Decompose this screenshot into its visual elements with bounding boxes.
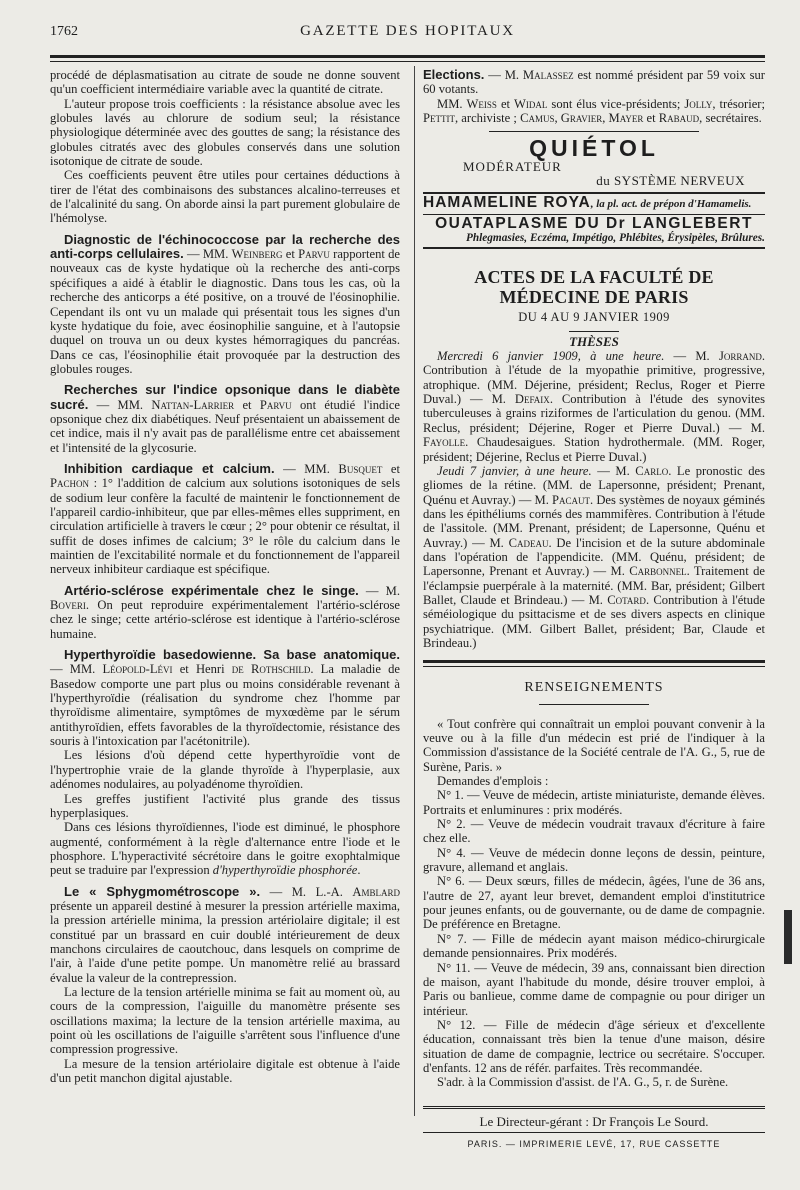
theses-heading: THÈSES	[569, 333, 619, 349]
ad-quietol-subtitle: MODÉRATEUR du SYSTÈME NERVEUX	[463, 159, 745, 189]
renseignement-paragraph: S'adr. à la Commission d'assist. de l'A. G., 5, r. de Surène.	[437, 1075, 729, 1090]
renseignement-paragraph: N° 1. — Veuve de médecin, artiste miniaturiste, demande élèves. Portraits et enluminures : prix modérés.	[423, 788, 765, 817]
ad-quietol: QUIÉTOL	[489, 131, 699, 160]
section-dates: DU 4 AU 9 JANVIER 1909	[518, 310, 670, 325]
footer-rule	[423, 1106, 765, 1111]
short-rule	[539, 704, 649, 705]
author-name: Malassez	[522, 68, 574, 82]
right-column	[423, 68, 765, 1151]
article-opsonique: Recherches sur l'indice opsonique dans le diabète sucré. — MM. Nattan-Larrier et Parvu ont étudié l'indice opsonique chez dix diabétiques. Neuf présentaient un abaissement de cet indice, mais il n'y avait pas de parallélisme entre cet abaissement et l'intensité de la glycosurie.	[50, 382, 401, 455]
column-divider	[414, 66, 415, 1116]
ad-hamameline: HAMAMELINE ROYA, la pl. act. de prépon d'Hamamelis.	[423, 192, 765, 214]
advertisement-block	[423, 131, 765, 249]
left-column	[50, 68, 400, 1085]
printer-line: PARIS. — IMPRIMERIE LEVÉ, 17, RUE CASSETTE	[467, 1138, 721, 1149]
renseignement-paragraph: « Tout confrère qui connaîtrait un emploi pouvant convenir à la veuve ou à la fille d'un médecin est prié de l'indiquer à la Commission d'assistance de la Société centrale de l'A. G., 5, rue de Surène, Paris. »	[423, 716, 765, 774]
section-title-actes: ACTES DE LA FACULTÉ DE MÉDECINE DE PARIS	[474, 267, 714, 308]
renseignement-paragraph: N° 6. — Deux sœurs, filles de médecin, âgées, l'une de 36 ans, l'autre de 27, ayant leur brevet, demandent emploi d'institutrice pour jeunes enfants, ou de gouvernante, ou de dame de compagnie. De préférence en Bretagne.	[423, 874, 765, 932]
paragraph: procédé de déplasmatisation au citrate de soude ne donne souvent qu'un coefficient intermédiaire variable avec la quantité de citrate.	[50, 68, 400, 97]
renseignement-paragraph: Demandes d'emplois :	[437, 774, 549, 789]
page-header	[50, 20, 765, 42]
elections-paragraph: Elections. — M. Malassez est nommé président par 59 voix sur 60 votants.	[423, 67, 765, 97]
article-title: Le « Sphygmométroscope ».	[64, 883, 261, 899]
author-name: Weinberg	[231, 247, 283, 262]
director-line: Le Directeur-gérant : Dr François Le Sourd.	[423, 1115, 765, 1133]
author-name: Busquet	[338, 461, 383, 476]
margin-mark	[784, 910, 792, 964]
ad-ouataplasme: OUATAPLASME DU Dr LANGLEBERT	[435, 214, 753, 232]
section-rule	[423, 660, 765, 667]
paragraph: La lecture de la tension artérielle minima se fait au moment où, au cours de la compression, l'aiguille du manomètre présente ses oscillations maxima; la lecture de la tension artérielle maxima, au point où les oscillations de l'aiguille s'arrêtent sous l'influence d'une compression progressive.	[50, 984, 400, 1057]
article-title: Hyperthyroïdie basedowienne. Sa base anatomique.	[64, 647, 400, 663]
section-title-renseignements: RENSEIGNEMENTS	[524, 680, 664, 696]
article-title: Elections.	[423, 67, 485, 82]
article-title: Inhibition cardiaque et calcium.	[64, 460, 275, 476]
article-title: Artério-sclérose expérimentale chez le singe.	[64, 582, 359, 598]
short-rule	[569, 331, 619, 332]
author-name: Amblard	[352, 884, 401, 899]
article-sphygmometroscope: Le « Sphygmométroscope ». — M. L.-A. Amblard présente un appareil destiné à mesurer la pression artérielle maxima, la pression artérielle minima, la pression artériolaire digitale; il est constitué par un brassard en cuir doublé intérieurement de deux manchons circulaires de caoutchouc, dans lesquels on comprime de l'air, à l'aide d'une petite pompe. Un manomètre relié au brassard évalue la valeur de la contrepression.	[50, 883, 401, 985]
author-name: Boveri	[50, 598, 86, 613]
theses-wednesday: Mercredi 6 janvier 1909, à une heure. — M. Jorrand. Contribution à l'étude de la myopathie primitive, progressive, atrophique. (MM. Déjerine, président; Reclus, Roger et Pierre Duval.) — M. Defaix. Contribution à l'étude des synovites tuberculeuses à grains riziformes de l'articulation du genou. (MM. Reclus, président; Déjerine, Roger et Pierre Duval.) — M. Fayolle. Chaudesaigues. Station hydrothermale. (MM. Roger, président; Déjerine, Reclus et Pierre Duval.)	[423, 349, 765, 464]
renseignement-paragraph: N° 7. — Fille de médecin ayant maison médico-chirurgicale demande pensionnaires. Prix modérés.	[423, 931, 765, 961]
paragraph: Ces coefficients peuvent être utiles pour certaines déductions à tirer de l'état des combinaisons des substances alcalino-terreuses et de l'alcalinité du sang. On aborde ainsi la part purement globulaire de l'hémolyse.	[50, 168, 400, 226]
renseignement-paragraph: N° 12. — Fille de médecin d'âge sérieux et d'excellente éducation, connaissant très bien la tenue d'une maison, désire situation de dame de compagnie, lectrice ou secrétaire. S'occuper. d'enfants. 12 ans de référ. parfaites. Très recommandée.	[423, 1017, 765, 1075]
journal-title: GAZETTE DES HOPITAUX	[300, 23, 515, 39]
paragraph: L'auteur propose trois coefficients : la résistance absolue avec les globules lavés au chlorure de sodium seul; la résistance physiologique déterminée avec des gouttes de sang; la résistance des globules citratés avec des globules conservés dans une solution isotonique de citrate de soude.	[50, 96, 400, 169]
header-rule-thin	[50, 61, 765, 62]
article-diagnostic: Diagnostic de l'échinococcose par la recherche des anti-corps cellulaires. — MM. Weinberg et Parvu rapportent de nouveaux cas de kyste hydatique où la recherche des anti-corps spécifiques a aidé à établir le diagnostic. Dans tous les cas, où la recherche des anticorps a été positive, on a trouvé de l'éosinophilie. Cependant ils ont vu un malade qui présentait tous les signes d'un kyste hydatique du foie, avec éosinophilie sanguine, et à l'autopsie duquel on trouva un ou deux kystes hémorragiques du pancréas. Dans ce cas, l'éosinophilie était provoquée par la destruction des globules rouges.	[50, 231, 401, 376]
article-title: Diagnostic de l'échinococcose par la recherche des anti-corps cellulaires.	[50, 231, 400, 262]
page-number: 1762	[50, 24, 78, 39]
theses-thursday: Jeudi 7 janvier, à une heure. — M. Carlo. Le pronostic des gliomes de la rétine. (MM. de Lapersonne, président; Prenant, Quénu et Auvray.) — M. Pacaut. Des systèmes de noyaux géminés dans les épithéliums cornés des mammifères. Contribution à l'étude de l'assitole. (MM. Prenant, président; de Lapersonne, Quénu et Auvray.) — M. Cadeau. De l'incision et de la suture abdominale dans l'opération de l'appendicite. (MM. Quénu, président; de Lapersonne, Prenant et Auvray.) — M. Carbonnel. Traitement de l'éclampsie puerpérale à la maternité. (MM. Bar, président; Gilbert Ballet, Claude et Brindeau.) — M. Cotard. Contribution à l'étude séméiologique du psittacisme et de ses divers aspects en clinique psychiatrique. (MM. Gilbert Ballet, président; Bar, Claude et Brindeau.)	[423, 463, 765, 650]
author-name: de Rothschild	[231, 662, 311, 677]
emphasis: d'hyperthyroïdie phosphorée	[212, 863, 358, 878]
header-rule	[50, 55, 765, 58]
paragraph: Les greffes justifient l'activité plus grande des tissus hyperplasiques.	[50, 791, 400, 820]
paragraph: Dans ces lésions thyroïdiennes, l'iode est diminué, le phosphore augmenté, conformément à la règle d'alternance entre l'iode et le phosphore. L'hyperactivité sécrétoire dans le goitre exophtalmique peut se traduire par l'expression d'hyperthyroïdie phosphorée.	[50, 820, 400, 878]
elections-paragraph-2: MM. Weiss et Widal sont élus vice-présidents; Jolly, trésorier; Pettit, archiviste ; Camus, Gravier, Mayer et Rabaud, secrétaires.	[423, 96, 766, 126]
article-inhibition: Inhibition cardiaque et calcium. — MM. Busquet et Pachon : 1° l'addition de calcium aux solutions isotoniques de sels de sodium leur confère la faculté de maintenir le fonctionnement de l'appareil cardio-inhibiteur, que par elles-mêmes elles suppriment, en circulation artificielle à travers le cœur ; 2° pour obtenir ce résultat, il suffit de doses infimes de calcium; 3° le rôle du calcium dans le maintien de l'excitabilité normale et du fonctionnement de l'appareil nerveux inhibiteur cardiaque est spécifique.	[50, 460, 400, 577]
ad-indications: Phlegmasies, Eczéma, Impétigo, Phlébites, Érysipèles, Brûlures.	[423, 231, 765, 249]
renseignement-paragraph: N° 2. — Veuve de médecin voudrait travaux d'écriture à faire chez elle.	[423, 817, 765, 846]
author-name: Parvu	[298, 247, 330, 262]
author-name: Pachon	[50, 476, 90, 491]
renseignement-paragraph: N° 11. — Veuve de médecin, 39 ans, connaissant bien direction de maison, ayant l'habitude du monde, désire trouver emploi, à Paris ou banlieue, comme dame de compagnie ou pour diriger un intérieur.	[423, 960, 765, 1018]
paragraph: La mesure de la tension artériolaire digitale est obtenue à l'aide d'un petit manchon digital ajustable.	[50, 1056, 400, 1086]
paragraph: Les lésions d'où dépend cette hyperthyroïdie vont de l'hypertrophie vraie de la glande thyroïde à l'hyperplasie, aux adénomes nodulaires, au polyadénome thyroïdien.	[50, 748, 400, 792]
article-arterio-sclerose: Artério-sclérose expérimentale chez le singe. — M. Boveri. On peut reproduire expérimentalement l'artério-sclérose chez le singe; cette artério-sclérose est identique à l'artério-sclérose humaine.	[50, 582, 400, 641]
article-title: Recherches sur l'indice opsonique dans le diabète sucré.	[50, 382, 400, 412]
author-name: Nattan-Larrier	[151, 397, 235, 412]
renseignement-paragraph: N° 4. — Veuve de médecin donne leçons de dessin, peinture, gravure, allemand et anglais.	[423, 845, 765, 875]
author-name: Parvu	[259, 397, 292, 412]
author-name: Léopold-Lévi	[102, 662, 173, 677]
article-hyperthyroidie: Hyperthyroïdie basedowienne. Sa base anatomique. — MM. Léopold-Lévi et Henri de Rothschild. La maladie de Basedow comporte une part plus ou moins considérable revenant à l'hyperthyroïdie (réalisation du syndrome chez l'homme par thyroïdisme alimentaire, symptômes de myxœdème par le sérum antithyroïdien, effets favorables de la thyroïdectomie, résistance des souris à l'intoxication par l'acétonitrile).	[50, 647, 401, 749]
